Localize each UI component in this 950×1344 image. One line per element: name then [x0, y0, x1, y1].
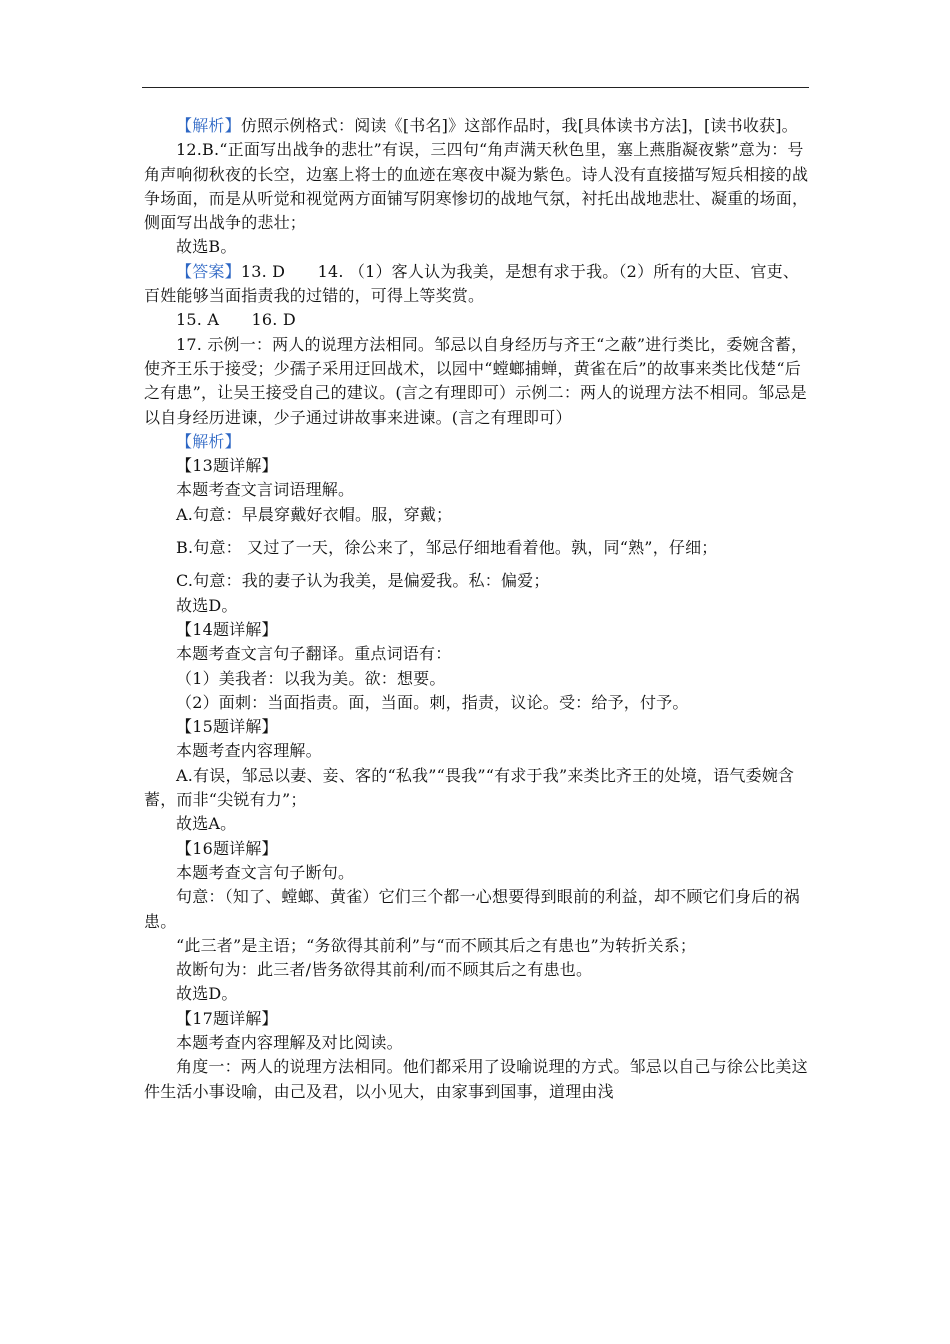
q13-choice: 故选D。	[176, 595, 238, 615]
q15-choice: 故选A。	[176, 814, 237, 834]
q14-intro: 本题考查文言句子翻译。重点词语有：	[176, 644, 452, 664]
document-body	[144, 114, 814, 1104]
paragraph-answers	[144, 260, 814, 309]
q15-heading: 【15题详解】	[176, 717, 278, 737]
q17-heading: 【17题详解】	[176, 1008, 278, 1028]
q16-punctuation: 故断句为：此三者/皆务欲得其前利/而不顾其后之有患也。	[176, 960, 593, 980]
q15-intro: 本题考查内容理解。	[176, 741, 322, 761]
paragraph-analysis-intro	[144, 114, 814, 138]
q17-intro: 本题考查内容理解及对比阅读。	[176, 1032, 403, 1052]
header-rule	[142, 87, 809, 88]
paragraph-q12-choice: 故选B。	[176, 237, 237, 257]
q16-meaning: 句意：（知了、螳螂、黄雀）它们三个都一心想要得到眼前的利益，却不顾它们身后的祸患。	[144, 887, 800, 931]
analysis-text: 仿照示例格式：阅读《[书名]》这部作品时，我[具体读书方法]，[读书收获]。	[240, 116, 798, 135]
q13-intro: 本题考查文言词语理解。	[176, 480, 355, 500]
q13-option-c: C.句意：我的妻子认为我美，是偏爱我。私：偏爱；	[176, 571, 550, 591]
q16-heading: 【16题详解】	[176, 838, 278, 858]
paragraph-q17-answer: 17. 示例一：两人的说理方法相同。邹忌以自身经历与齐王“之蔽”进行类比，委婉含蓄，使齐王乐于接受；少孺子采用迂回战术，以园中“螳螂捕蝉，黄雀在后”的故事来类比伐楚“后之有患”，让吴王接受自己的建议。(言之有理即可）示例二：两人的说理方法不相同。邹忌是以自身经历进谏，少子通过讲故事来进谏。(言之有理即可）	[144, 334, 808, 427]
q16-intro: 本题考查文言句子断句。	[176, 862, 355, 882]
paragraph-answers-15-16: 15. A 16. D	[176, 310, 296, 330]
paragraph-q12: 12.B.“正面写出战争的悲壮”有误，三四句“角声满天秋色里，塞上燕脂凝夜紫”意为：号角声响彻秋夜的长空，边塞上将士的血迹在寒夜中凝为紫色。诗人没有直接描写短兵相接的战争场面，而是从听觉和视觉两方面铺写阴寒惨切的战地气氛，衬托出战地悲壮、凝重的场面，侧面写出战争的悲壮；	[144, 140, 809, 233]
answer-tag: 【答案】	[176, 261, 241, 281]
q15-option-a: A.有误，邹忌以妻、妾、客的“私我”“畏我”“有求于我”来类比齐王的处境，语气委婉含蓄，而非“尖锐有力”；	[144, 765, 795, 810]
q14-item-2: （2）面刺：当面指责。面，当面。刺，指责，议论。受：给予，付予。	[176, 692, 689, 712]
q13-option-b: B.句意： 又过了一天，徐公来了，邹忌仔细地看着他。孰，同“熟”，仔细；	[176, 538, 718, 558]
q13-heading: 【13题详解】	[176, 456, 278, 476]
q16-choice: 故选D。	[176, 984, 238, 1004]
q14-item-1: （1）美我者：以我为美。欲：想要。	[176, 668, 446, 688]
q17-angle-1: 角度一：两人的说理方法相同。他们都采用了设喻说理的方式。邹忌以自己与徐公比美这件生活小事设喻，由己及君，以小见大，由家事到国事，道理由浅	[144, 1057, 808, 1101]
q16-analysis: “此三者”是主语；“务欲得其前利”与“而不顾其后之有患也”为转折关系；	[176, 935, 697, 955]
q13-option-a: A.句意：早晨穿戴好衣帽。服，穿戴；	[176, 504, 453, 524]
q14-heading: 【14题详解】	[176, 619, 278, 639]
analysis-heading: 【解析】	[176, 431, 241, 451]
answer-text: 13. D 14. （1）客人认为我美，是想有求于我。（2）所有的大臣、官吏、百姓能够当面指责我的过错的，可得上等奖赏。	[144, 261, 800, 306]
analysis-tag: 【解析】	[176, 116, 241, 135]
